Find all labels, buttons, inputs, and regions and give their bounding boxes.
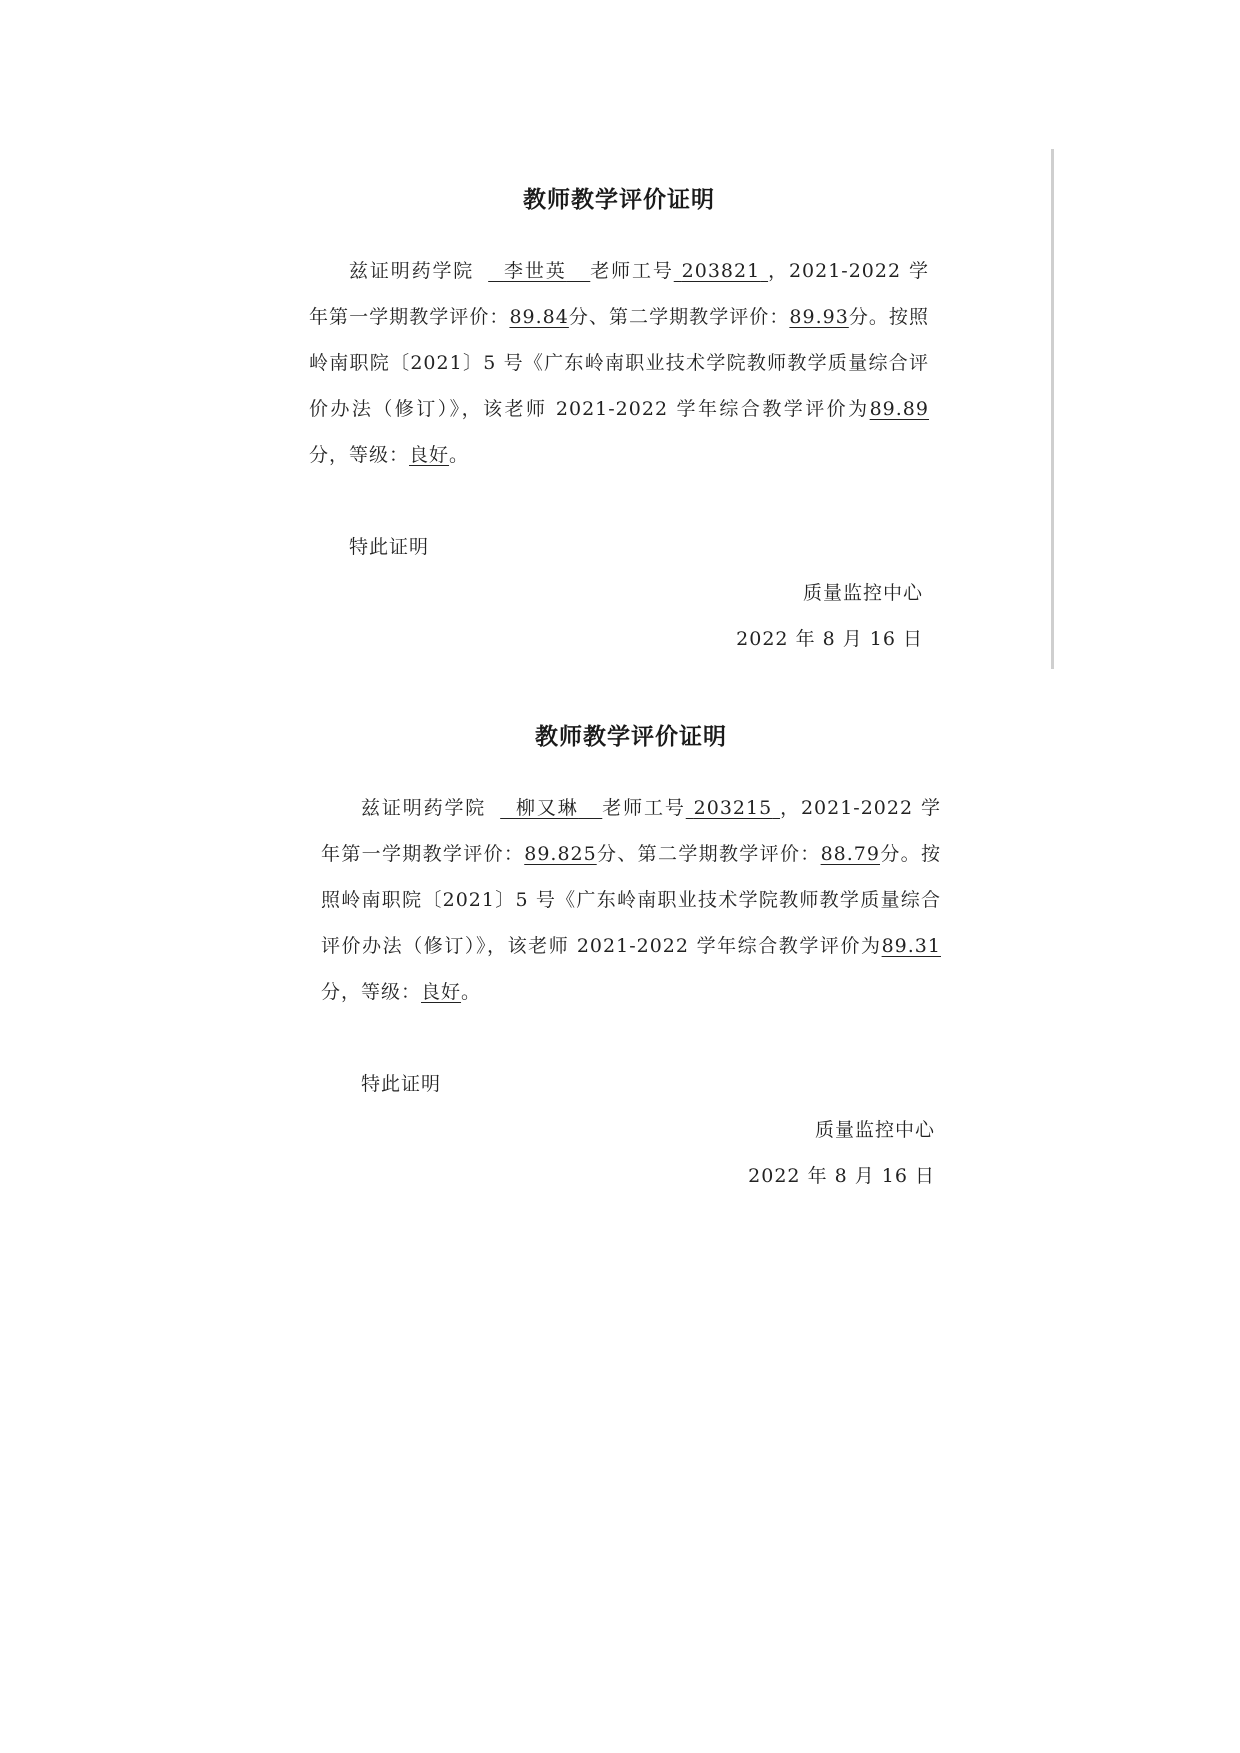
grade-end: 。 [449, 444, 470, 466]
issue-date: 2022 年 8 月 16 日 [736, 628, 923, 650]
grade-value: 良好 [409, 444, 450, 466]
certificate-title: 教师教学评价证明 [523, 187, 715, 213]
teacher-name: 李世英 [503, 260, 567, 282]
teacher-id-label: 老师工号 [590, 260, 674, 282]
teacher-id: 203215 [693, 797, 773, 819]
semester1-score: 89.84 [509, 306, 569, 328]
year-text: ，2021-2022 学年第一学期教学评价： [321, 797, 941, 865]
intro-text: 兹证明药学院 [349, 260, 475, 282]
semester2-score: 88.79 [820, 843, 880, 865]
issuer: 质量监控中心 [814, 1119, 935, 1141]
closing-statement: 特此证明 [349, 536, 430, 558]
certificate-body [309, 248, 929, 478]
certificate-1 [309, 180, 929, 662]
semester2-score: 89.93 [789, 306, 849, 328]
semester2-label: 分、第二学期教学评价： [568, 306, 790, 328]
year-text: ，2021-2022 学年第一学期教学评价： [309, 260, 929, 328]
basis-text: 分。按照岭南职院〔2021〕5 号《广东岭南职业技术学院教师教学质量综合评价办法（修订）》，该老师 2021-2022 学年综合教学评价为 [309, 306, 929, 420]
page-edge-divider [1051, 149, 1054, 669]
basis-text: 分。按照岭南职院〔2021〕5 号《广东岭南职业技术学院教师教学质量综合评价办法（修订）》，该老师 2021-2022 学年综合教学评价为 [321, 843, 941, 957]
grade-label: 分，等级： [321, 981, 422, 1003]
certificate-title: 教师教学评价证明 [535, 724, 727, 750]
semester2-label: 分、第二学期教学评价： [596, 843, 821, 865]
teacher-id-label: 老师工号 [602, 797, 686, 819]
closing-statement: 特此证明 [361, 1073, 442, 1095]
issuer: 质量监控中心 [802, 582, 923, 604]
semester1-score: 89.825 [524, 843, 597, 865]
teacher-name: 柳又琳 [515, 797, 579, 819]
certificate-body [321, 785, 941, 1015]
grade-label: 分，等级： [309, 444, 410, 466]
overall-score: 89.31 [881, 935, 941, 957]
certificate-2 [321, 717, 941, 1199]
overall-score: 89.89 [869, 398, 929, 420]
grade-end: 。 [461, 981, 482, 1003]
issue-date: 2022 年 8 月 16 日 [748, 1165, 935, 1187]
intro-text: 兹证明药学院 [361, 797, 487, 819]
teacher-id: 203821 [681, 260, 761, 282]
grade-value: 良好 [421, 981, 462, 1003]
